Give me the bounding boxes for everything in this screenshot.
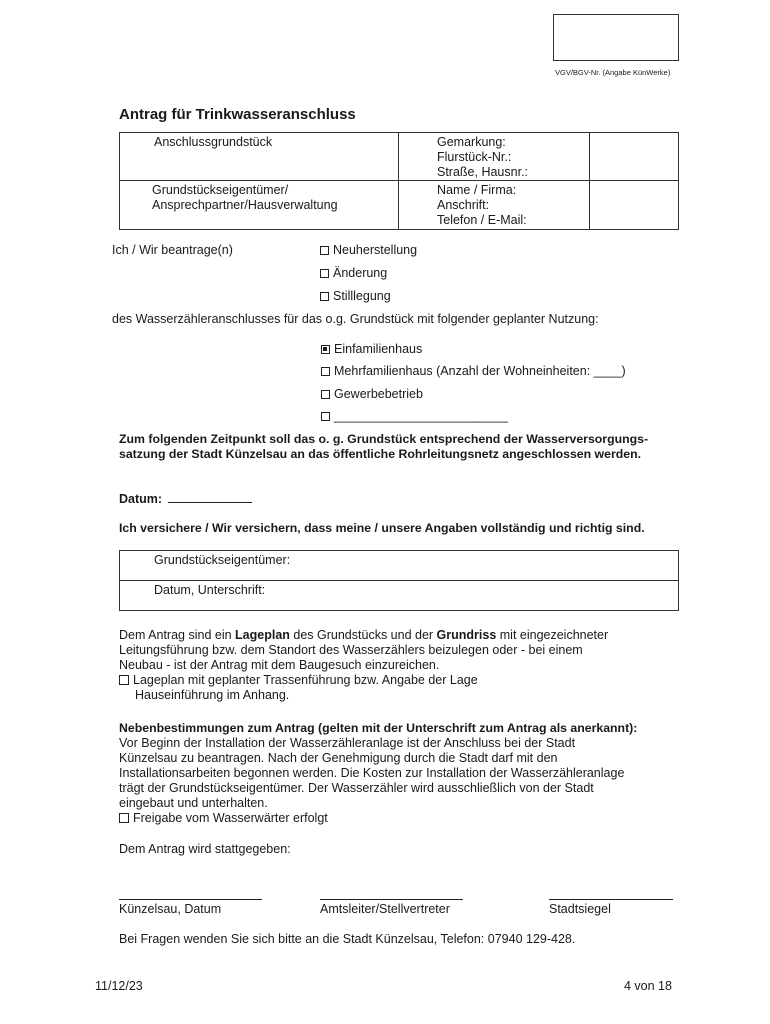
signature-line-date[interactable] — [119, 899, 262, 900]
phone-label: Telefon / E-Mail: — [437, 213, 527, 227]
option-label: Stilllegung — [333, 289, 391, 303]
checkbox-icon[interactable] — [320, 292, 329, 301]
granted-text: Dem Antrag wird stattgegeben: — [119, 842, 291, 856]
contact-text: Bei Fragen wenden Sie sich bitte an die Stadt Künzelsau, Telefon: 07940 129-428. — [119, 932, 576, 946]
owner-fields-cell — [399, 181, 590, 230]
footer-page-number: 4 von 18 — [624, 979, 672, 993]
usage-other[interactable] — [321, 409, 508, 424]
attachment-text: mit eingezeichneter — [496, 628, 609, 642]
property-label: Anschlussgrundstück — [154, 135, 273, 149]
lageplan-check-label: Lageplan mit geplanter Trassenführung bzw. Angabe der Lage — [133, 673, 478, 687]
owner-label-1: Grundstückseigentümer/ — [152, 183, 289, 197]
attachment-grundriss: Grundriss — [436, 628, 497, 642]
signature-label-seal: Stadtsiegel — [549, 902, 611, 916]
assurance-text: Ich versichere / Wir versichern, dass meine / unsere Angaben vollständig und richtig sind. — [119, 521, 645, 535]
checkbox-icon[interactable] — [321, 390, 330, 399]
name-label: Name / Firma: — [437, 183, 517, 197]
owner-label-cell — [120, 181, 399, 230]
conditions-line-1: Vor Beginn der Installation der Wasserzähleranlage ist der Anschluss bei der Stadt — [119, 736, 576, 750]
usage-intro: des Wasserzähleranschlusses für das o.g. Grundstück mit folgender geplanter Nutzung: — [112, 312, 599, 326]
conditions-line-3: Installationsarbeiten begonnen werden. Die Kosten zur Installation der Wasserzähleranlage — [119, 766, 625, 780]
conditions-line-5: eingebaut und unterhalten. — [119, 796, 268, 810]
option-label: _________________________ — [334, 409, 508, 423]
page-title: Antrag für Trinkwasseranschluss — [119, 106, 356, 123]
strasse-label: Straße, Hausnr.: — [437, 165, 529, 179]
gemarkung-label: Gemarkung: — [437, 135, 506, 149]
signature-label-official: Amtsleiter/Stellvertreter — [320, 902, 450, 916]
date-signature-row[interactable] — [120, 581, 679, 611]
usage-einfamilienhaus[interactable] — [321, 342, 422, 357]
timepoint-line-1: Zum folgenden Zeitpunkt soll das o. g. Grundstück entsprechend der Wasserversorgungs- — [119, 432, 649, 446]
option-label: Einfamilienhaus — [334, 342, 423, 356]
usage-mehrfamilienhaus[interactable] — [321, 364, 626, 379]
release-checkbox-row[interactable] — [119, 811, 328, 826]
option-label: Mehrfamilienhaus (Anzahl der Wohneinheiten: ____) — [334, 364, 626, 378]
attachment-line-2: Leitungsführung bzw. dem Standort des Wasserzählers beizulegen oder - bei einem — [119, 643, 583, 657]
signature-label-date: Künzelsau, Datum — [119, 902, 222, 916]
option-neuherstellung[interactable] — [320, 243, 417, 258]
datum-row — [119, 492, 252, 507]
lageplan-checkbox-row[interactable] — [119, 673, 478, 688]
checkbox-icon[interactable] — [320, 246, 329, 255]
checkbox-icon[interactable] — [119, 675, 129, 685]
owner-signature-label: Grundstückseigentümer: — [154, 553, 291, 567]
usage-gewerbebetrieb[interactable] — [321, 387, 423, 402]
conditions-heading: Nebenbestimmungen zum Antrag (gelten mit der Unterschrift zum Antrag als anerkannt): — [119, 721, 638, 735]
checkbox-checked-icon[interactable] — [321, 345, 330, 354]
property-fields-cell — [399, 133, 590, 181]
signature-line-seal[interactable] — [549, 899, 673, 900]
conditions-line-4: trägt der Grundstückseigentümer. Der Wasserzähler wird ausschließlich von der Stadt — [119, 781, 594, 795]
timepoint-line-2: satzung der Stadt Künzelsau an das öffentliche Rohrleitungsnetz angeschlossen werden. — [119, 447, 642, 461]
option-aenderung[interactable] — [320, 266, 387, 281]
lageplan-check-label-2: Hauseinführung im Anhang. — [135, 688, 290, 702]
checkbox-icon[interactable] — [321, 412, 330, 421]
attachment-text: Dem Antrag sind ein — [119, 628, 236, 642]
address-label: Anschrift: — [437, 198, 490, 212]
property-label-cell — [120, 133, 399, 181]
property-input-cell[interactable] — [590, 133, 679, 181]
owner-label-2: Ansprechpartner/Hausverwaltung — [152, 198, 338, 212]
checkbox-icon[interactable] — [320, 269, 329, 278]
conditions-line-2: Künzelsau zu beantragen. Nach der Genehmigung durch die Stadt darf mit den — [119, 751, 558, 765]
attachment-lageplan: Lageplan — [235, 628, 290, 642]
datum-input-line[interactable] — [168, 502, 252, 503]
release-label: Freigabe vom Wasserwärter erfolgt — [133, 811, 328, 825]
vgv-note: VGV/BGV-Nr. (Angabe KünWerke) — [555, 68, 671, 77]
owner-signature-row[interactable] — [120, 551, 679, 581]
date-signature-label: Datum, Unterschrift: — [154, 583, 266, 597]
flurstueck-label: Flurstück-Nr.: — [437, 150, 512, 164]
option-label: Änderung — [333, 266, 388, 280]
property-table — [119, 132, 679, 230]
option-stilllegung[interactable] — [320, 289, 391, 304]
attachment-line-3: Neubau - ist der Antrag mit dem Baugesuch einzureichen. — [119, 658, 440, 672]
owner-signature-table — [119, 550, 679, 611]
option-label: Gewerbebetrieb — [334, 387, 423, 401]
vgv-number-box[interactable] — [553, 14, 679, 61]
attachment-text: des Grundstücks und der — [289, 628, 437, 642]
checkbox-icon[interactable] — [119, 813, 129, 823]
attachment-line-1 — [119, 628, 608, 643]
owner-input-cell[interactable] — [590, 181, 679, 230]
checkbox-icon[interactable] — [321, 367, 330, 376]
footer-date: 11/12/23 — [95, 979, 143, 993]
option-label: Neuherstellung — [333, 243, 418, 257]
datum-label: Datum: — [119, 492, 163, 506]
request-label: Ich / Wir beantrage(n) — [112, 243, 233, 257]
signature-line-official[interactable] — [320, 899, 463, 900]
